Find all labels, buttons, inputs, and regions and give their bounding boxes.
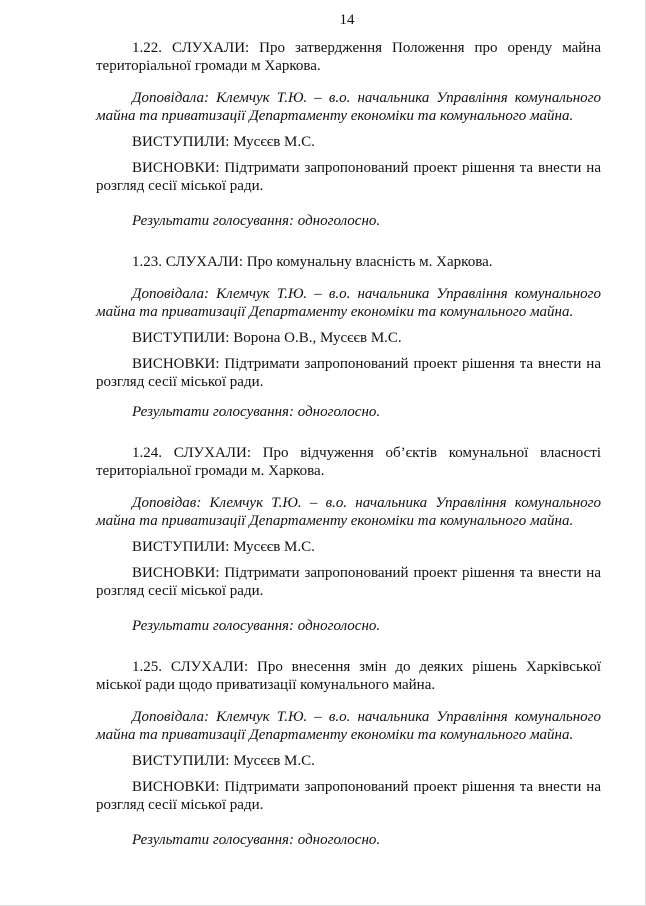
agenda-item-1-25: [96, 658, 601, 849]
heard-text: 1.25. СЛУХАЛИ: Про внесення змін до деяких рішень Харківської міської ради щодо приватизації комунального майна.: [96, 659, 601, 693]
conclusions-text: ВИСНОВКИ: Підтримати запропонований проект рішення та внести на розгляд сесії міської ради.: [96, 779, 601, 813]
conclusions-text: ВИСНОВКИ: Підтримати запропонований проект рішення та внести на розгляд сесії міської ради.: [96, 565, 601, 599]
heard-text: 1.22. СЛУХАЛИ: Про затвердження Положення про оренду майна територіальної громади м Харкова.: [96, 40, 601, 74]
votes-text: Результати голосування: одноголосно.: [132, 213, 381, 229]
votes-text: Результати голосування: одноголосно.: [132, 404, 381, 420]
reporter-text: Доповідала: Клемчук Т.Ю. – в.о. начальника Управління комунального майна та приватизації Департаменту економіки та комунального майна.: [96, 286, 601, 320]
heard-text: 1.24. СЛУХАЛИ: Про відчуження об’єктів комунальної власності територіальної громади м. Харкова.: [96, 445, 601, 479]
page-number: 14: [339, 12, 355, 28]
reporter-text: Доповідав: Клемчук Т.Ю. – в.о. начальника Управління комунального майна та приватизації Департаменту економіки та комунального майна.: [96, 495, 601, 529]
reporter-text: Доповідала: Клемчук Т.Ю. – в.о. начальника Управління комунального майна та приватизації Департаменту економіки та комунального майна.: [96, 709, 601, 743]
spoke-text: ВИСТУПИЛИ: Мусєєв М.С.: [132, 134, 315, 150]
heard-text: 1.23. СЛУХАЛИ: Про комунальну власність м. Харкова.: [132, 254, 493, 270]
spoke-text: ВИСТУПИЛИ: Ворона О.В., Мусєєв М.С.: [132, 330, 402, 346]
votes-text: Результати голосування: одноголосно.: [132, 618, 381, 634]
spoke-text: ВИСТУПИЛИ: Мусєєв М.С.: [132, 753, 315, 769]
votes-text: Результати голосування: одноголосно.: [132, 832, 381, 848]
agenda-item-1-23: [96, 253, 601, 421]
minutes-content: [96, 39, 601, 849]
reporter-text: Доповідала: Клемчук Т.Ю. – в.о. начальника Управління комунального майна та приватизації Департаменту економіки та комунального майна.: [96, 90, 601, 124]
conclusions-text: ВИСНОВКИ: Підтримати запропонований проект рішення та внести на розгляд сесії міської ради.: [96, 160, 601, 194]
agenda-item-1-22: [96, 39, 601, 230]
spoke-text: ВИСТУПИЛИ: Мусєєв М.С.: [132, 539, 315, 555]
conclusions-text: ВИСНОВКИ: Підтримати запропонований проект рішення та внести на розгляд сесії міської ради.: [96, 356, 601, 390]
agenda-item-1-24: [96, 444, 601, 635]
